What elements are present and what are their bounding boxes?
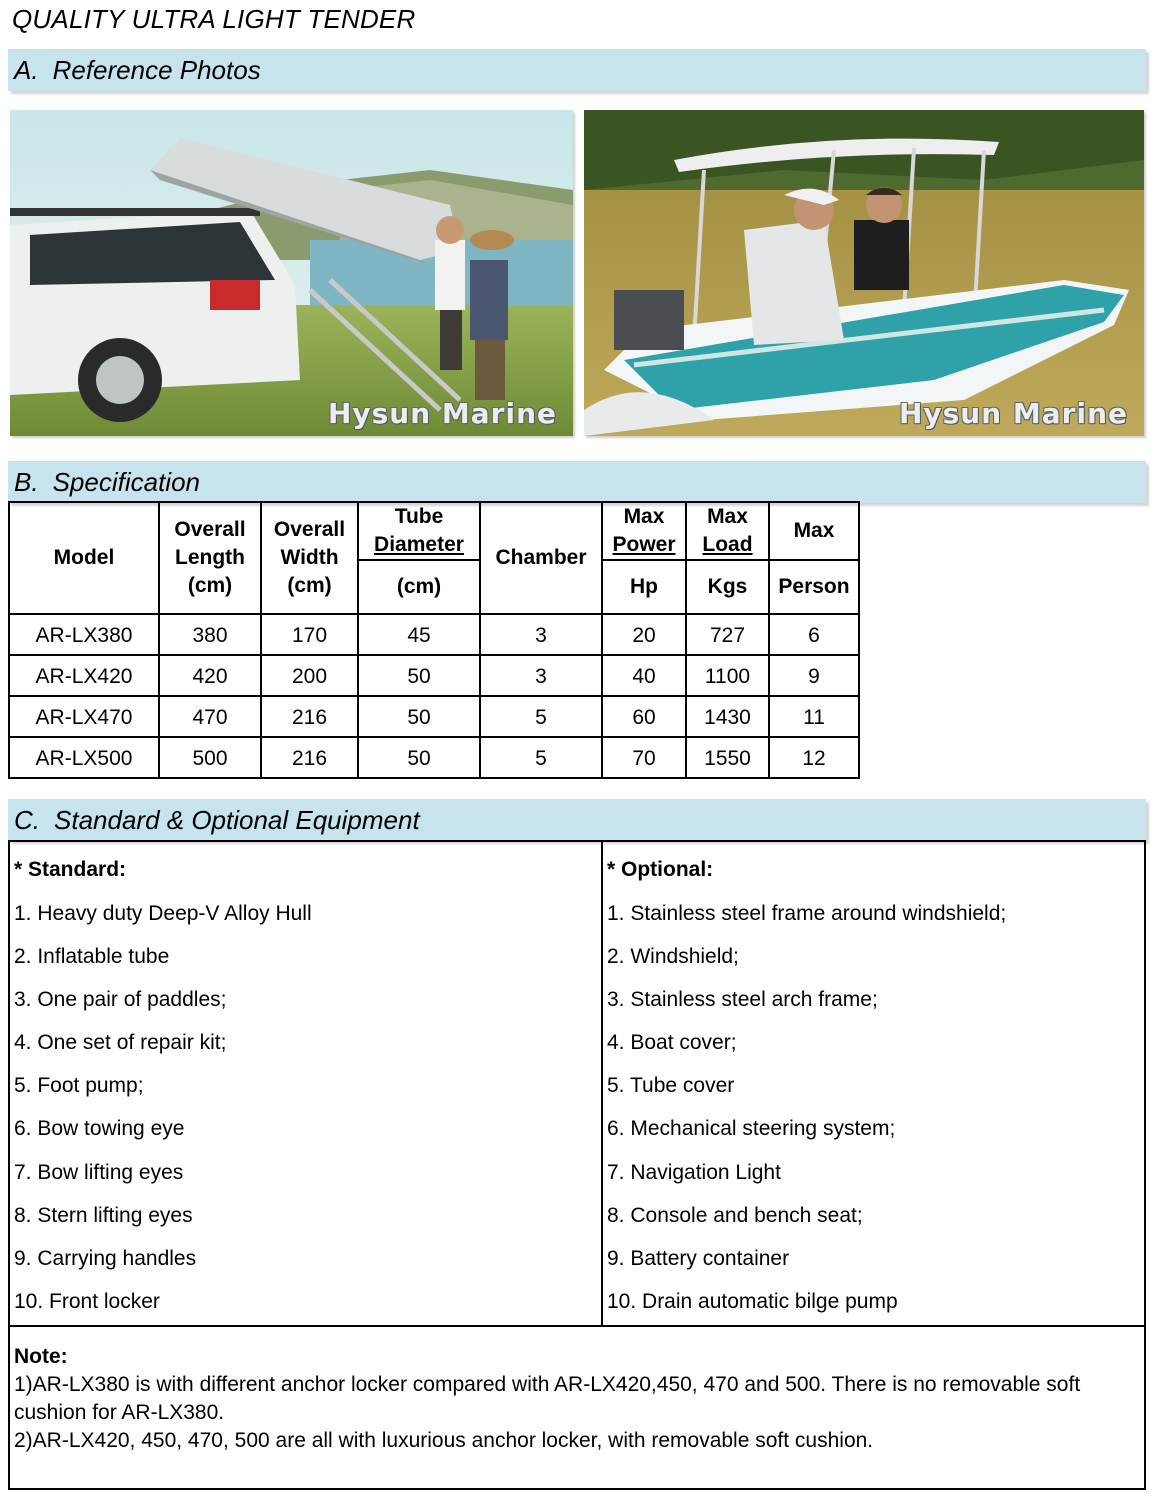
note-title: Note: xyxy=(14,1345,68,1368)
note-section xyxy=(10,1325,1144,1488)
list-item: 9. Carrying handles xyxy=(14,1246,197,1270)
header-chamber: Chamber xyxy=(480,502,602,614)
section-b-header xyxy=(8,461,1146,503)
list-item: 6. Mechanical steering system; xyxy=(607,1117,896,1141)
list-item: 3. One pair of paddles; xyxy=(14,988,227,1012)
list-item: 5. Tube cover xyxy=(607,1074,735,1098)
note-line-2: 2)AR-LX420, 450, 470, 500 are all with luxurious anchor locker, with removable soft cushion. xyxy=(14,1429,874,1452)
section-c-header xyxy=(8,799,1146,841)
list-item: 4. Boat cover; xyxy=(607,1031,737,1055)
table-row: AR-LX470 470 216 50 5 60 1430 11 xyxy=(9,696,859,737)
header-person-unit: Person xyxy=(769,560,859,614)
section-c-label: Standard & Optional Equipment xyxy=(54,805,420,835)
section-a-letter: A. xyxy=(14,55,39,85)
list-item: 5. Foot pump; xyxy=(14,1074,144,1098)
list-item: 1. Heavy duty Deep-V Alloy Hull xyxy=(14,902,312,925)
list-item: 10. Drain automatic bilge pump xyxy=(607,1289,898,1313)
header-max-load: Max Load xyxy=(686,502,769,560)
list-item: 2. Inflatable tube xyxy=(14,945,170,969)
specification-table xyxy=(8,501,860,779)
table-row: AR-LX500 500 216 50 5 70 1550 12 xyxy=(9,737,859,778)
car-loading-scene-image xyxy=(10,110,573,436)
header-overall-length: Overall Length (cm) xyxy=(159,502,261,614)
header-tube-unit: (cm) xyxy=(358,560,480,614)
equipment-box xyxy=(8,840,1146,1490)
header-max-person-top: Max xyxy=(769,502,859,560)
standard-title: * Standard: xyxy=(14,858,127,881)
optional-list xyxy=(603,892,1144,1323)
photo-watermark: Hysun Marine xyxy=(898,397,1128,430)
list-item: 6. Bow towing eye xyxy=(14,1117,185,1141)
header-max-power: Max Power xyxy=(602,502,686,560)
list-item: 10. Front locker xyxy=(14,1289,160,1313)
photo-boat-on-water xyxy=(584,110,1144,436)
list-item: 3. Stainless steel arch frame; xyxy=(607,988,878,1012)
table-row: AR-LX420 420 200 50 3 40 1100 9 xyxy=(9,655,859,696)
list-item: 8. Console and bench seat; xyxy=(607,1203,863,1227)
list-item: 9. Battery container xyxy=(607,1246,790,1270)
section-c-letter: C. xyxy=(14,805,40,835)
section-b-label: Specification xyxy=(52,467,200,497)
page-title: QUALITY ULTRA LIGHT TENDER xyxy=(12,4,416,34)
list-item: 8. Stern lifting eyes xyxy=(14,1203,193,1227)
list-item: 7. Navigation Light xyxy=(607,1160,781,1184)
photo-watermark: Hysun Marine xyxy=(327,397,557,430)
standard-equipment-column xyxy=(10,842,603,1325)
standard-list xyxy=(10,892,601,1323)
section-b-letter: B. xyxy=(14,467,39,497)
table-row: AR-LX380 380 170 45 3 20 727 6 xyxy=(9,614,859,655)
optional-title: * Optional: xyxy=(607,858,714,881)
header-model: Model xyxy=(9,502,159,614)
photo-car-loading-boat xyxy=(10,110,573,436)
section-a-label: Reference Photos xyxy=(52,55,261,85)
note-line-1: 1)AR-LX380 is with different anchor locker compared with AR-LX420,450, 470 and 500. There is no removable soft cushion for AR-LX380. xyxy=(14,1373,1081,1424)
header-overall-width: Overall Width (cm) xyxy=(261,502,358,614)
list-item: 2. Windshield; xyxy=(607,945,739,969)
list-item: 7. Bow lifting eyes xyxy=(14,1160,184,1184)
list-item: 4. One set of repair kit; xyxy=(14,1031,227,1055)
list-item: 1. Stainless steel frame around windshield; xyxy=(607,902,1007,925)
header-load-unit: Kgs xyxy=(686,560,769,614)
header-power-unit: Hp xyxy=(602,560,686,614)
header-tube-diameter: Tube Diameter xyxy=(358,502,480,560)
section-a-header xyxy=(8,49,1146,91)
optional-equipment-column xyxy=(603,842,1144,1325)
boat-scene-image xyxy=(584,110,1144,436)
